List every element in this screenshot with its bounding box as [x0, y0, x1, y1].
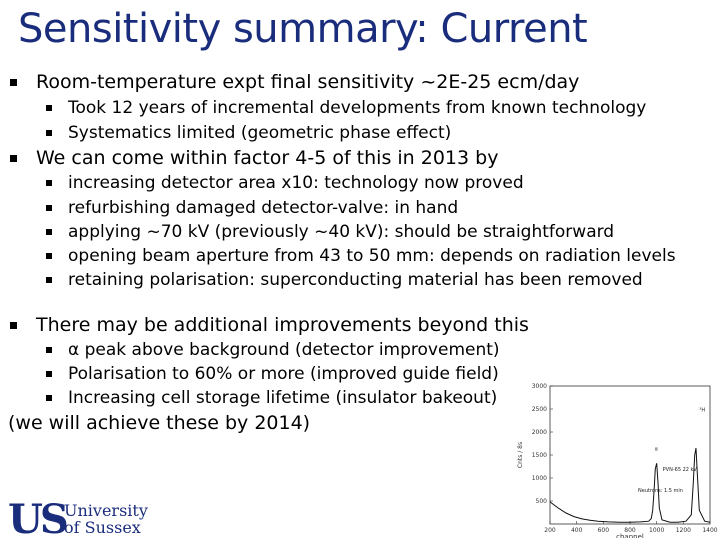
bullet-3-2: Polarisation to 60% or more (improved guide field): [68, 364, 499, 384]
bullet-1: Room-temperature expt final sensitivity ~2E-25 ecm/day: [36, 71, 580, 93]
alpha-label: α: [654, 446, 658, 453]
y-tick-label: 2000: [531, 429, 547, 436]
y-tick-label: 500: [535, 498, 547, 505]
bullet-3-1-text: peak above background (detector improvement): [84, 340, 500, 360]
bullet-1-1: Took 12 years of incremental developments from known technology: [68, 98, 647, 118]
bullet-marker: [46, 371, 52, 377]
bullet-marker: [46, 229, 52, 235]
alpha-symbol: α: [68, 340, 80, 360]
bullet-marker: [46, 105, 52, 111]
page-title: Sensitivity summary: Current: [18, 6, 588, 52]
bullet-2-4: opening beam aperture from 43 to 50 mm: depends on radiation levels: [68, 246, 676, 266]
logo-wordmark: [64, 502, 148, 536]
bullet-marker: [46, 253, 52, 259]
bullet-3: There may be additional improvements beyond this: [36, 314, 529, 336]
plot-frame: [550, 386, 710, 524]
bullet-2-5: retaining polarisation: superconducting material has been removed: [68, 270, 643, 290]
bullet-marker: [10, 79, 17, 86]
neutron-label: Neutrons: 1.5 min: [638, 487, 683, 494]
y-tick-label: 1000: [531, 475, 547, 482]
bullet-1-2: Systematics limited (geometric phase effect): [68, 123, 452, 143]
closing-note: (we will achieve these by 2014): [8, 412, 311, 434]
logo-line-1: University: [64, 501, 148, 520]
spectrum-plot: [508, 380, 718, 538]
y-tick-label: 1500: [531, 452, 547, 459]
bullet-2: We can come within factor 4-5 of this in 2013 by: [36, 147, 499, 169]
logo-mark: US: [8, 496, 66, 543]
bullet-2-1: increasing detector area x10: technology now proved: [68, 173, 524, 193]
y-axis-label: Cnts / 8s: [517, 441, 524, 469]
bullet-marker: [46, 347, 52, 353]
bullet-marker: [46, 395, 52, 401]
x-tick-label: 600: [597, 527, 610, 534]
logo-line-2: of Sussex: [64, 518, 141, 537]
bullet-3-3: Increasing cell storage lifetime (insulator bakeout): [68, 388, 498, 408]
bullet-3-1: [68, 340, 500, 360]
bullet-marker: [46, 180, 52, 186]
x-tick-label: 400: [570, 527, 583, 534]
spectrum-line: [550, 448, 710, 522]
bullet-2-2: refurbishing damaged detector-valve: in hand: [68, 198, 459, 218]
bullet-marker: [46, 205, 52, 211]
y-tick-label: 2500: [531, 406, 547, 413]
bullet-marker: [46, 130, 52, 136]
tritium-label: ³H: [699, 407, 706, 414]
y-tick-label: 3000: [531, 383, 547, 390]
x-tick-label: 200: [544, 527, 556, 534]
x-tick-label: 1000: [649, 527, 665, 534]
bullet-2-3: applying ~70 kV (previously ~40 kV): should be straightforward: [68, 222, 615, 242]
bullet-marker: [46, 277, 52, 283]
x-tick-label: 1200: [675, 527, 691, 534]
x-tick-label: 800: [624, 527, 636, 534]
run-label: PVN-65 22 kV: [662, 467, 697, 474]
x-axis-label: channel: [616, 533, 644, 538]
x-tick-label: 1400: [702, 527, 718, 534]
bullet-marker: [10, 155, 17, 162]
bullet-marker: [10, 322, 17, 329]
